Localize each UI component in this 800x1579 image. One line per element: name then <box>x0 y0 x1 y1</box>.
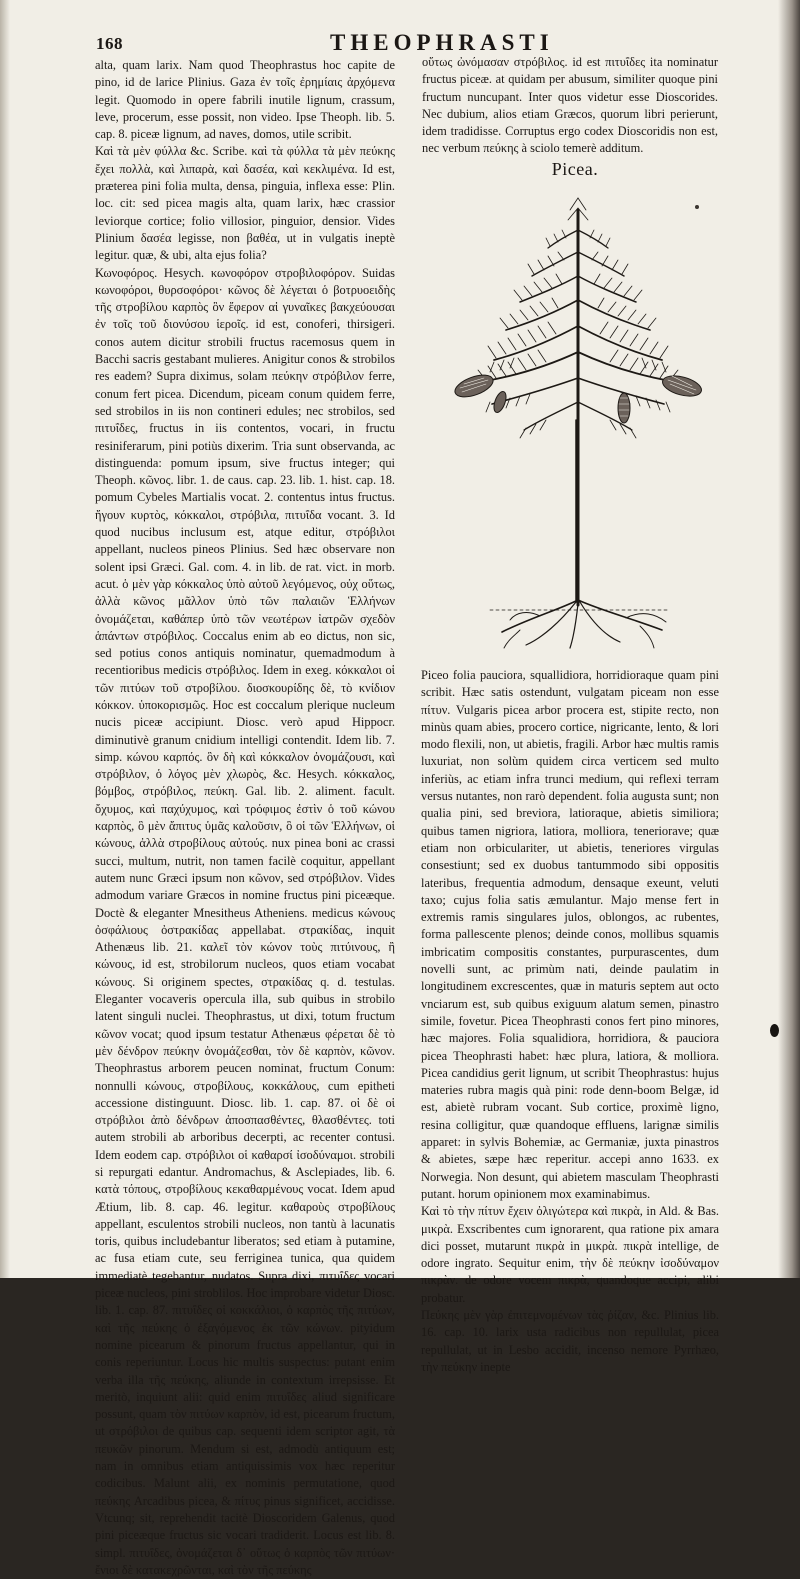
right-top-paragraph: οὕτως ὠνόμασαν στρόβιλος. id est πιτυΐδες ita nominatur fructus piceæ. at quidam per abusum, similiter quoque pini fructum nuncupant. Inter quos videtur esse Dioscorides. Nec dubium, alios etiam Græcos, quorum libri perierunt, idem tradidisse. Corruptus ergo codex Dioscoridis non est, nec verbum πεύκης à sciolo temerè additum. <box>422 55 718 156</box>
ink-blot <box>770 1024 779 1037</box>
left-column-text: alta, quam larix. Nam quod Theophrastus hoc capite de pino, id de larice Plinius. Gaza ἐν τοῖς ἐρημίαις ἀρχόμενα legit. Quomodo in opere fabrili inutile lignum, crassum, leve, procerum, esse possit, non video. Ipse Theoph. lib. 5. cap. 8. piceæ lignum, ad naves, domos, utile scribit. <box>95 58 395 142</box>
right-bottom-text: Καὶ τὸ τὴν πίτυν ἔχειν ὀλιγώτερα καὶ πικρὰ, in Ald. & Bas. μικρὰ. Exscribentes cum ignorarent, qua ratione pix amara dici posset, mutarunt πικρὰ in μικρὰ. πικρὰ intellige, de odore ingrato. Sequitur enim, τὴν δὲ πεύκην ἰσοδύναμον πικρὰν. de odore vocem πικρὰ, quandoque accipi, alibi probatur. <box>421 1204 719 1305</box>
right-bottom-text: Πεύκης μὲν γὰρ ἐπιτεμνομένων τὰς ῥίζαν, &c. Plinius lib. 16. cap. 10. larix usta radicibus non repullulat, picea repullulat, ut in Lesbo accidit, incenso nemore Pyrrhæo, τὴν πεύκην inepte <box>421 1307 719 1374</box>
page-gutter-shadow <box>0 0 10 1278</box>
right-bottom-text: Piceo folia pauciora, squallidiora, horridioraque quam pini scribit. Hæc satis ostendunt, vulgatam piceam non esse πίτυν. Vulgaris picea arbor procera est, stipite recto, non minùs quam abies, procero cortice, nigricante, lento, & lori modo flexili, non, ut abietis, fragili. Arbor hæc multis ramis luxuriat, non solùm quidem circa verticem sed multo inferiùs, ac etiam infra trunci medium, qui reflexi terram versus nutantes, non rarò dependent. folia augusta sunt; non qualia pini, sed breviora, latioraque, abietis similiora; quibus tamen nigriora, latiora, molliora, teneriorave; quæ etiam non orbiculariter, ut abietis, teneriores virgulas consestiunt; sed ex duobus tantummodo sibi oppositis lateribus, frequentia admodum, densaque exeunt, veluti taxo; cujus folia satis æmulantur. Majo mense fert in extremis ramis singulares julos, oblongos, ac rubentes, forma pallescente plenos; deinde conos, mollibus squamis imbricatim compositis constantes, purpurascentes, dum novelli sunt, ac primùm nati, deinde paulatim in longitudinem excrescentes, quæ in maturis septem aut octo vnciarum est, sub quibus exiguum alatum semen, pinastro simile, fovetur. Picea Theophrasti conos fert pino minores, hæc majores. Folia squalidiora, horridiora, & pauciora picea Theophrasti habet: hæc plura, latiora, & molliora. Picea candidius gerit lignum, ut scribit Theophrastus: hujus materies rubra magis quà pini: rode denn-boom Belgæ, id est, abietè rubram vocant. Sub cortice, proximè ligno, resina colligitur, quæ quandoque effluens, larignæ similis apparet: in sylvis Bohemiæ, ac Germaniæ, juxta pinastros & abietes, sæpe hæc reperitur. accepi anno 1633. ex Norwegia. Non desunt, qui abietem masculam Theophrasti putant. horum opinionem mox examinabimus. <box>421 668 719 1201</box>
right-column-bottom <box>421 667 719 1376</box>
left-column <box>95 57 395 1579</box>
page-edge-shadow <box>778 0 800 1278</box>
ink-fleck <box>695 205 699 209</box>
right-column-top <box>422 54 718 158</box>
left-column-text: Κωνοφόρος. Hesych. κωνοφόρον στροβιλοφόρον. Suidas κωνοφόροι, θυρσοφόροι· κῶνος δὲ λέγεται ὁ βοτρυοειδὴς τῆς στροβίλου καρπὸς ὃν ἔφερον αἱ γυναῖκες βακχεύουσαι ἐν τοῖς τοῦ διονύσου ἱεροῖς. id est, conoferi, thirsigeri. conos autem dicitur strobili fructus racemosus quem in Bacchi sacris gestabant mulieres. Anigitur conos & strobilos res eadem? Supra diximus, solam πεύκην στρόβιλον ferre, conum fert picea. Dicendum, piceam conum quidem ferre, sed strobilos in iis non contineri edules; nec strobilos, sed πιτυΐδες, fructus in iis contentos, vocari, in fructu resiniferarum, pini potiùs dixerim. Tria sunt observanda, ac distinguenda: pomum ipsum, sive fructus integer; qui Theoph. κῶνος. libr. 1. de caus. cap. 23. lib. 1. hist. cap. 18. pomum Cybeles Martialis vocat. 2. contentus intus fructus. ἤγουν κυρτὸς, κόκκαλοι, στρόβιλα, πιτυΐδα vocant. 3. Id quod nucibus inclusum est, atque editur, στρόβιλοι appellant, nucleos pineos Plinius. Sed hæc observare non solent ipsi Græci. Gal. com. 4. in lib. de rat. vict. in morb. acut. ὁ μὲν γὰρ κόκκαλος ὑπὸ αὐτοῦ λεγόμενος, οὐχ οὕτως, ἀλλὰ κῶνος μᾶλλον ὑπὸ τῶν παλαιῶν Ἑλλήνων ὀνομάζεται, καθάπερ ὑπὸ τῶν νεωτέρων ἰατρῶν σχεδὸν ἁπάντων στρόβιλος. Coccalus enim ab eo dictus, non sic, sed potius conos antiquis nominatur, quemadmodum à recentioribus medicis στρόβιλος. Idem in exeg. κόκκαλοι οἱ τῶν πιτύων τοῦ στροβίλου. διοσκουρίδης δὲ, τὸ κνίδιον κόκκον. ὑποκορισμῶς. Hoc est coccalum plerique nucleum nucis piceæ accipiunt. Diosc. verò apud Hippocr. diminutivè granum cnidium intelligi contendit. Idem lib. 7. simp. κώνου καρπός. ὃν δὴ καὶ κόκκαλον ὀνομάζουσι, καὶ στρόβιλον, ὁ λόγος μὲν χλωρὸς, &c. Hesych. κόκκαλος, βόμβος, στρόβιλος, πεύκη. Gal. lib. 2. aliment. facult. ὄχυμος, καὶ παχύχυμος, καὶ τρόφιμος ἐστὶν ὁ τοῦ κώνου καρπὸς, ὃ μὲν ἄπιτυς ὑμᾶς καλοῦσιν, ὃ οἱ τῶν Ἑλλήνων, οἱ κώνους, ἀλλὰ στροβίλους αὐτούς. nux pinea boni ac crassi succi, multum, nutrit, non tamen facilè coquitur, appellant autem nunc Græci ipsum non κῶνον, sed στρόβιλον. Vides admodum variare Græcos in nomine fructus pini piceæque. Doctè & eleganter Mnesitheus Atheniens. medicus κώνους ὀσφάλιους ὀστρακίδας appellabat. στρακίδας, inquit Athenæus lib. 21. καλεῖ τὸν κώνον τοὺς πιτύινους, ἢ κώνους, id est, strobilorum nucleos, quos etiam vocabat κώνους. Si originem spectes, στρακίδας q. d. testulas. Eleganter vocaveris opercula illa, sub quibus in strobilo latent singuli nuclei. Theophrastus, ut dixi, totum fructum κῶνον vocat; quod ipsum testatur Athenæus φέρεται δὲ τὸ μὲν δένδρον πεύκην ὀνομάζεσθαι, τὸν δὲ καρπὸν, κῶνον. Theophrastus arborem peucen nominat, fructum Conum: nonnulli κώνους, στροβίλους, κοκκάλους, cum epitheti accessione distinguunt. Diosc. lib. 1. cap. 87. οἱ δὲ οἱ στρόβιλοι ἀπὸ δένδρων ἀποσπασθέντες, θλασθέντες. toti autem strobili ab arboribus decerpti, ac recenter contusi. Idem eodem cap. στρόβιλοι οἱ καθαρσί ἰσοδύναμοι. strobili si repurgati edantur. Andromachus, & Asclepiades, lib. 6. κατὰ τόπους, στροβίλους κεκαθαρμένους vocat. Idem apud Ætium, lib. 8. cap. 46. legitur. καθαροὺς στροβίλους appellant, esculentos strobili nucleos, non tantù à lacunatis toris, quibus includebantur liberatos; sed etiam à putamine, ac fusa etiam cute, seu ferriginea tunica, qua quidem immediatè tegebantur, nudatos. Supra dixi, πιτυΐδες vocari piceæ nucleos, pini stroblilos. Hoc improbare videtur Diosc. lib. 1. cap. 87. πιτυΐδες οἱ κοκκάλιοι, ὁ καρπὸς τῆς πιτύων, καὶ τῆς πεύκης ὁ ἐξαγόμενος ἐκ τῶν κώνων. pityidum nomine picearum & pinorum fructus appellantur, qui in conis reperiuntur. Locus hic multis suspectus: putant enim verba illa τῆς πεύκης, aliunde in contextum irrepsisse. Et meritò, inquiunt alii: quid enim πιτυΐδες aliud significare possunt, quam τὸν πιτύων καρπὸν, id est, picearum fructum, ut στρόβιλοι de quibus cap. sequenti idem scriptor agit, τὰ πευκῶν pinorum. Mendum si est, admodù antiquum est; nam in omnibus etiam antiquissimis vox hæc reperitur codicibus. Malunt alii, ex nominis permutatione, quod πεύκης Arcadibus picea, & πίτυς pinus significet, accidisse. Vtcunq; sit, reprehendit tacitè Dioscoridem Galenus, quod pini piceæque fructus sic vocari tradiderit. Locus est lib. 8. simpl. πιτυΐδες, ὀνομάζεται δ᾽ οὕτως ὁ καρπὸς τῶν πιτύων· ἔνιοι δὲ κατακεχρῶνται, καὶ τὸν τῆς πεύκης <box>95 265 395 1577</box>
figure-title: Picea. <box>551 159 599 179</box>
page-number: 168 <box>96 34 123 53</box>
picea-woodcut-illustration <box>430 190 730 650</box>
left-column-text: Καὶ τὰ μὲν φύλλα &c. Scribe. καὶ τὰ φύλλα τὰ μὲν πεύκης ἔχει πολλὰ, καὶ λιπαρὰ, καὶ δασέα, καὶ κεκλιμένα. Id est, præterea pini folia multa, densa, pinguia, inflexa esse: Plin. loc. cit: sed picea magis alta, quam larix, hæc crassior leviorque cortice; folio villosior, pinguior, densior. Vides Plinium δασέα legisse, non βαθέα, ut in vulgatis ineptè legitur. quæ, & ubi, alta ejus folia? <box>95 144 395 263</box>
running-head: THEOPHRASTI <box>330 30 554 55</box>
